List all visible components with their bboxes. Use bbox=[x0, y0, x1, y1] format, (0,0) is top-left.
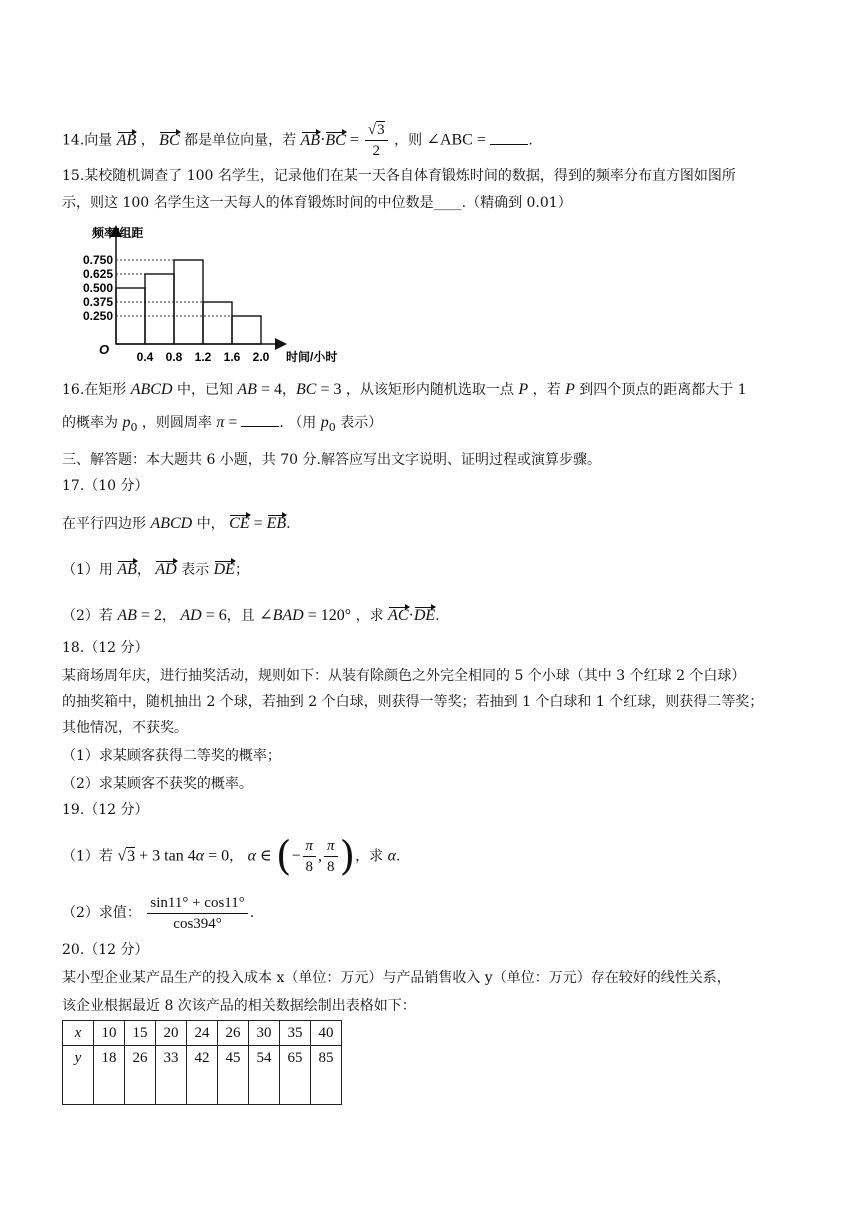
table-cell: 18 bbox=[94, 1046, 125, 1105]
q17-part1: （1）用 AB， AD 表示 DE； bbox=[62, 561, 249, 578]
table-cell: 42 bbox=[187, 1046, 218, 1105]
x-tick-label: 0.4 bbox=[136, 350, 154, 364]
table-cell: 26 bbox=[125, 1046, 156, 1105]
histogram-bar bbox=[145, 274, 174, 344]
table-cell: 20 bbox=[156, 1021, 187, 1046]
x-tick-label: 2.0 bbox=[252, 350, 270, 364]
table-cell: 45 bbox=[218, 1046, 249, 1105]
q15-line2: 示，则这 100 名学生这一天每人的体育锻炼时间的中位数是____.（精确到 0.01） bbox=[62, 195, 572, 211]
fraction-sqrt3-over-2: $\frac{√3}{2}$ bbox=[365, 120, 388, 161]
q16-line2: 的概率为 $p_0$ ，则圆周率 π = . （用 $p_0$ 表示） bbox=[62, 414, 383, 434]
q19-part1: （1）若 √3 + 3 tan 4α = 0， α ∈ (− $\frac{\pi}{8}$ , $\frac{\pi}{8}$ )，求 α. bbox=[62, 833, 401, 880]
q18-header: 18.（12 分） bbox=[62, 640, 149, 656]
table-cell: 40 bbox=[311, 1021, 342, 1046]
frequency-histogram bbox=[66, 222, 366, 367]
x-tick-label: 0.8 bbox=[165, 350, 183, 364]
q18-part2: （2）求某顾客不获奖的概率。 bbox=[62, 776, 253, 792]
q17-header: 17.（10 分） bbox=[62, 478, 149, 494]
y-tick-label: 0.250 bbox=[82, 309, 113, 323]
q16-line1: 16.在矩形 ABCD 中，已知 AB = 4，BC = 3 ，从该矩形内随机选取一点 P ，若 P 到四个顶点的距离都大于 1 bbox=[62, 381, 747, 398]
origin-label: O bbox=[99, 342, 110, 357]
table-row bbox=[63, 1021, 342, 1046]
answer-blank[interactable] bbox=[490, 130, 528, 145]
table-cell: 10 bbox=[94, 1021, 125, 1046]
q19-part2: （2）求值： $\frac{\sin 11^\circ + \cos 11^\circ}{\cos 394^\circ}$ . bbox=[62, 894, 255, 932]
vector-bc: BC bbox=[159, 131, 180, 149]
answer-blank[interactable] bbox=[241, 412, 279, 427]
x-tick-label: 1.6 bbox=[223, 350, 241, 364]
y-tick-label: 0.500 bbox=[82, 281, 113, 295]
table-cell: 54 bbox=[249, 1046, 280, 1105]
y-tick-label: 0.750 bbox=[82, 253, 113, 267]
q17-stem: 在平行四边形 ABCD 中， CE = EB. bbox=[62, 515, 291, 532]
q15-line1: 15.某校随机调查了 100 名学生，记录他们在某一天各自体育锻炼时间的数据，得到的频率分布直方图如图所 bbox=[62, 168, 736, 184]
y-tick-label: 0.375 bbox=[82, 295, 113, 309]
q20-line1: 某小型企业某产品生产的投入成本 x（单位：万元）与产品销售收入 y（单位：万元）存在较好的线性关系， bbox=[62, 970, 731, 986]
x-tick-label: 1.2 bbox=[194, 350, 212, 364]
q14-prefix: 14.向量 bbox=[62, 132, 113, 149]
table-cell: 35 bbox=[280, 1021, 311, 1046]
q14-angle: ∠ABC = bbox=[426, 131, 486, 149]
q19-fraction: $\frac{\sin 11^\circ + \cos 11^\circ}{\cos 394^\circ}$ bbox=[147, 893, 247, 934]
table-cell: 24 bbox=[187, 1021, 218, 1046]
q18-line2: 的抽奖箱中，随机抽出 2 个球，若抽到 2 个白球，则获得一等奖；若抽到 1 个白球和 1 个红球，则获得二等奖； bbox=[62, 694, 764, 710]
q18-line1: 某商场周年庆，进行抽奖活动，规则如下：从装有除颜色之外完全相同的 5 个小球（其中 3 个红球 2 个白球） bbox=[62, 668, 746, 684]
y-tick-label: 0.625 bbox=[82, 267, 113, 281]
vector-ab: AB bbox=[116, 131, 137, 149]
q18-line3: 其他情况，不获奖。 bbox=[62, 720, 188, 736]
x-axis-label: 时间/小时 bbox=[286, 350, 338, 364]
data-table bbox=[62, 1020, 342, 1105]
table-row bbox=[63, 1046, 342, 1105]
q20-header: 20.（12 分） bbox=[62, 942, 149, 958]
table-cell: 15 bbox=[125, 1021, 156, 1046]
q20-line2: 该企业根据最近 8 次该产品的相关数据绘制出表格如下： bbox=[62, 998, 416, 1014]
histogram-bar bbox=[203, 302, 232, 344]
table-cell: 33 bbox=[156, 1046, 187, 1105]
y-axis-label: 频率/组距 bbox=[92, 226, 144, 240]
q17-part2: （2）若 AB = 2， AD = 6，且 ∠BAD = 120° ，求 AC·DE. bbox=[62, 607, 440, 624]
q14-mid1: 都是单位向量，若 bbox=[184, 132, 297, 149]
q18-part1: （1）求某顾客获得二等奖的概率； bbox=[62, 748, 281, 764]
q19-header: 19.（12 分） bbox=[62, 802, 149, 818]
histogram-bar bbox=[232, 316, 261, 344]
q14-mid2: ，则 bbox=[394, 132, 423, 149]
table-cell: 30 bbox=[249, 1021, 280, 1046]
table-header-y: y bbox=[63, 1046, 94, 1105]
table-header-x: x bbox=[63, 1021, 94, 1046]
section-three-heading: 三、解答题：本大题共 6 小题，共 70 分.解答应写出文字说明、证明过程或演算步骤。 bbox=[62, 452, 601, 468]
table-cell: 85 bbox=[311, 1046, 342, 1105]
table-cell: 65 bbox=[280, 1046, 311, 1105]
question-14: 14.向量 AB ， BC 都是单位向量，若 AB·BC = $\frac{√3}{2}$ ，则 ∠ABC = . bbox=[62, 122, 533, 159]
table-cell: 26 bbox=[218, 1021, 249, 1046]
